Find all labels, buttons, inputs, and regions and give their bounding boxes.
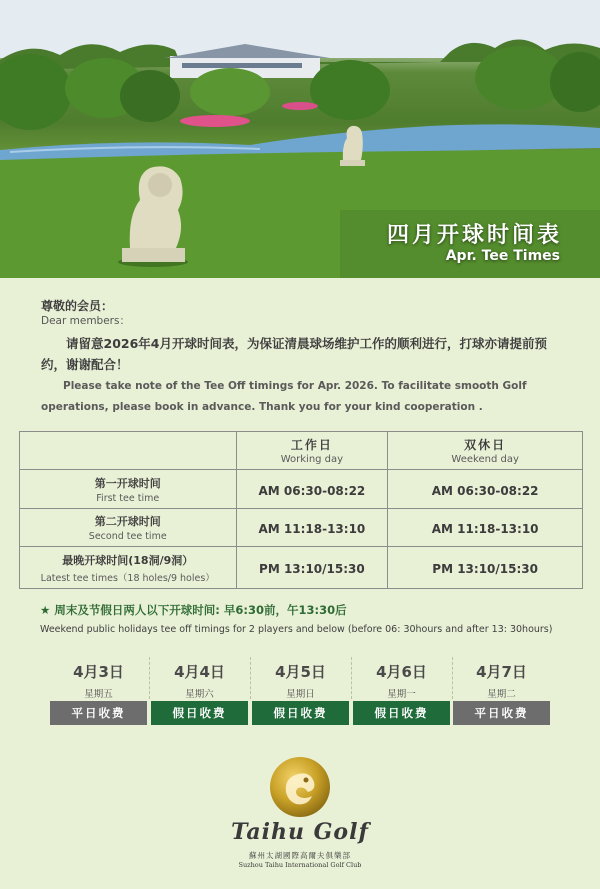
table-corner-cell xyxy=(20,432,237,470)
date-card xyxy=(151,655,248,727)
working-day-time: PM 13:10/15:30 xyxy=(259,562,365,576)
working-day-time: AM 11:18-13:10 xyxy=(258,522,366,536)
date-day: 4月5日 xyxy=(275,663,326,681)
table-header-row xyxy=(20,432,583,470)
column-header-cn: 工作日 xyxy=(290,438,333,452)
notice-cn: 请留意2026年4月开球时间表，为保证清晨球场维护工作的顺利进行，打球亦请提前预约，谢谢配合！ xyxy=(41,336,547,372)
date-day: 4月3日 xyxy=(73,663,124,681)
weekend-day-time: PM 13:10/15:30 xyxy=(432,562,538,576)
column-header-en: Weekend day xyxy=(451,454,519,465)
date-cards xyxy=(50,655,550,727)
date-day: 4月7日 xyxy=(476,663,527,681)
date-weekday: 星期六 xyxy=(185,689,214,700)
fee-badge: 假日收费 xyxy=(151,701,248,725)
row-label-en: Latest tee times（18 holes/9 holes） xyxy=(40,572,215,584)
date-card xyxy=(353,655,450,727)
date-weekday: 星期五 xyxy=(84,689,113,700)
fee-badge: 平日收费 xyxy=(453,701,550,725)
date-weekday: 星期日 xyxy=(286,689,315,700)
row-label-en: First tee time xyxy=(96,492,160,504)
date-divider xyxy=(250,657,251,699)
page-title: 四月开球时间表 xyxy=(386,223,562,248)
holiday-note-cn: ★ 周末及节假日两人以下开球时间: 早6:30前，午13:30后 xyxy=(40,603,347,617)
row-label-cn: 第一开球时间 xyxy=(94,476,161,490)
fee-badge: 假日收费 xyxy=(353,701,450,725)
date-weekday: 星期一 xyxy=(387,689,416,700)
working-day-time: AM 06:30-08:22 xyxy=(258,483,366,498)
date-weekday: 星期二 xyxy=(487,689,516,700)
row-label-cell xyxy=(20,470,237,509)
table-row xyxy=(20,547,583,589)
row-label-en: Second tee time xyxy=(88,531,167,542)
greeting-cn: 尊敬的会员： xyxy=(41,299,114,313)
column-header-working xyxy=(236,432,388,470)
row-label-cell xyxy=(20,509,237,547)
column-header-cn: 双休日 xyxy=(464,438,507,452)
row-label-cn: 第二开球时间 xyxy=(94,515,161,528)
hero-banner xyxy=(0,0,600,278)
table-row xyxy=(20,509,583,547)
date-card xyxy=(453,655,550,727)
table-row xyxy=(20,470,583,509)
fee-badge: 假日收费 xyxy=(252,701,349,725)
date-card xyxy=(252,655,349,727)
column-header-en: Working day xyxy=(280,454,344,465)
fee-badge: 平日收费 xyxy=(50,701,147,725)
holiday-note-en: Weekend public holidays tee off timings for 2 players and below (before 06: 30hours and after 13: 30hours) xyxy=(40,624,553,635)
date-day: 4月6日 xyxy=(376,663,427,681)
notice-en: Please take note of the Tee Off timings for Apr. 2026. To facilitate smooth Golf operations, please book in advance. Thank you for your kind cooperation . xyxy=(41,380,527,413)
date-day: 4月4日 xyxy=(174,663,225,681)
page-subtitle: Apr. Tee Times xyxy=(445,248,560,264)
logo-name-en: Suzhou Taihu International Golf Club xyxy=(238,861,362,869)
row-label-cell xyxy=(20,547,237,589)
date-divider xyxy=(149,657,150,699)
logo-name-cn: 蘇州太湖國際高爾夫俱樂部 xyxy=(249,851,351,860)
taihu-golf-emblem-icon xyxy=(264,756,336,818)
tee-times-table xyxy=(19,431,583,589)
date-card xyxy=(50,655,147,727)
logo-wordmark: Taihu Golf xyxy=(231,819,369,845)
row-label-cn: 最晚开球时间(18洞/9洞） xyxy=(62,553,194,567)
column-header-weekend xyxy=(388,432,583,470)
weekend-day-time: AM 06:30-08:22 xyxy=(431,483,539,498)
weekend-day-time: AM 11:18-13:10 xyxy=(431,522,539,536)
date-divider xyxy=(351,657,352,699)
greeting-en: Dear members： xyxy=(41,315,130,327)
